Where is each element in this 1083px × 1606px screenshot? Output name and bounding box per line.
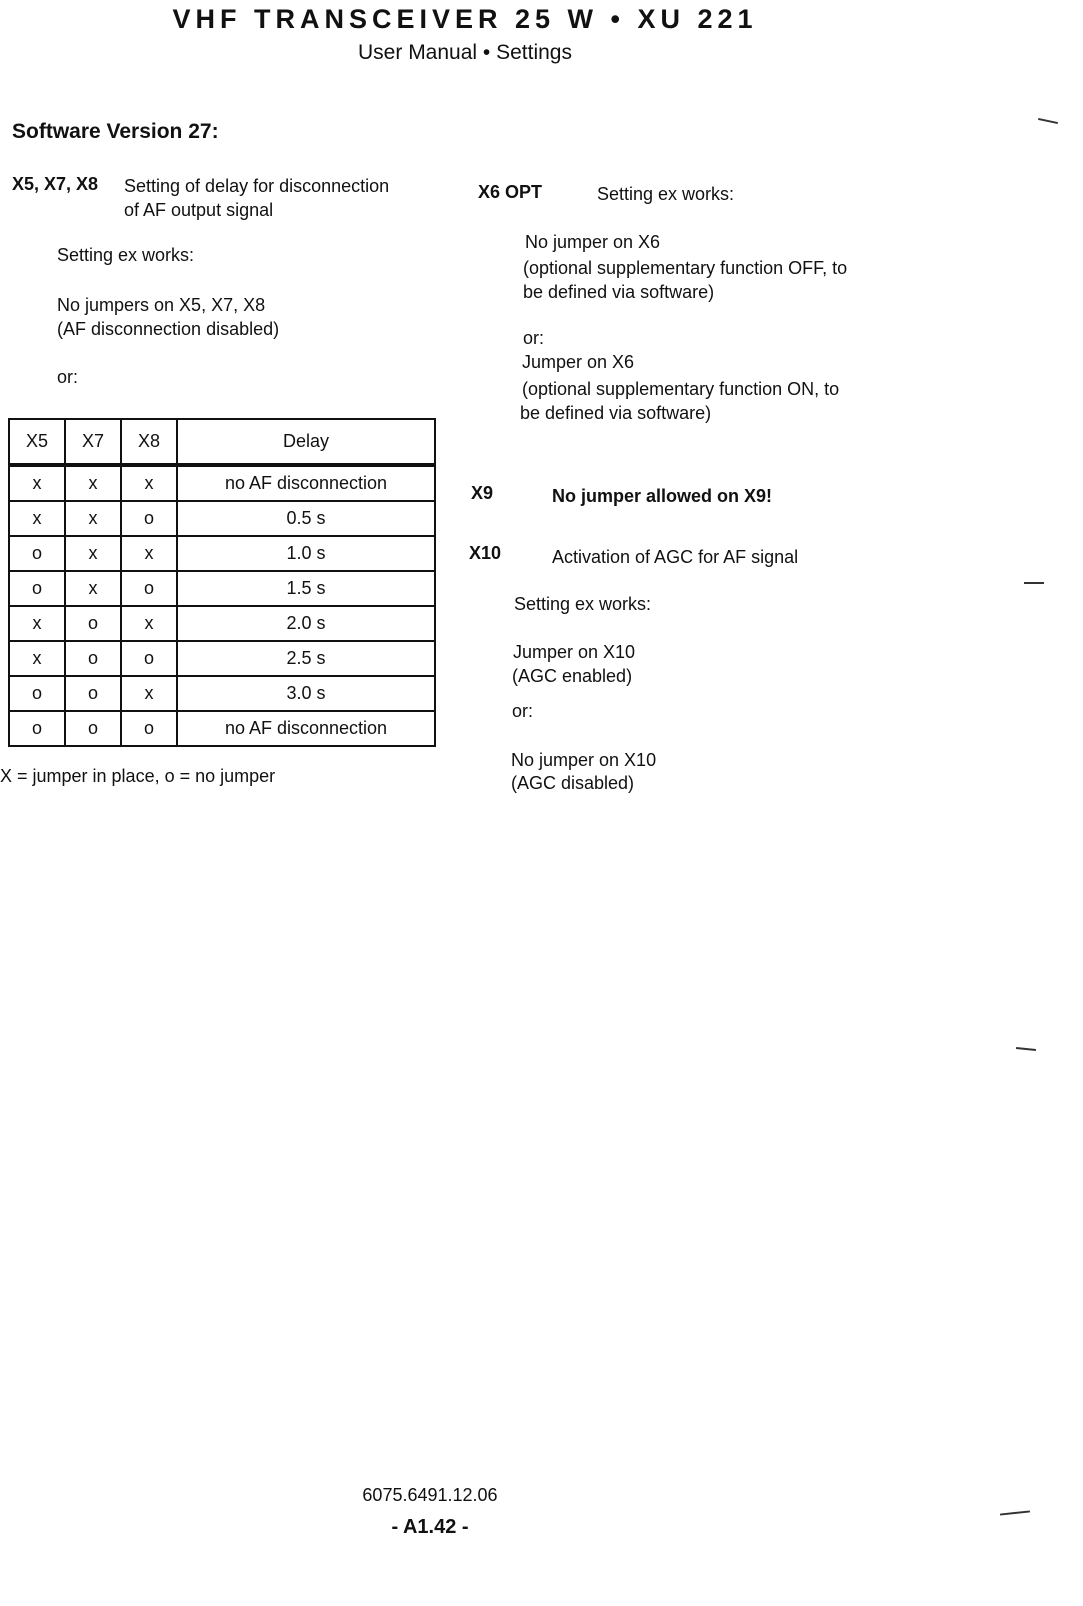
section-heading: Software Version 27: <box>12 120 219 143</box>
x6-or-label: or: <box>523 328 545 348</box>
x10-option1-line2: (AGC enabled) <box>512 666 633 686</box>
document-subtitle: User Manual • Settings <box>358 41 572 64</box>
table-cell-x5: o <box>9 676 65 711</box>
table-cell-delay: 2.0 s <box>177 606 435 641</box>
x9-description: No jumper allowed on X9! <box>552 486 773 506</box>
table-header-x8: X8 <box>121 419 177 465</box>
jumper-delay-table <box>8 418 436 747</box>
table-cell-x8: x <box>121 676 177 711</box>
table-row <box>9 571 435 606</box>
table-cell-delay: 3.0 s <box>177 676 435 711</box>
x10-ex-works-label: Setting ex works: <box>514 594 652 614</box>
table-cell-x8: x <box>121 465 177 501</box>
table-cell-x7: o <box>65 641 121 676</box>
table-row <box>9 606 435 641</box>
table-cell-x7: x <box>65 501 121 536</box>
document-title: VHF TRANSCEIVER 25 W • XU 221 <box>172 4 758 34</box>
table-cell-x7: o <box>65 711 121 746</box>
table-cell-x8: x <box>121 536 177 571</box>
x6-opt-label: X6 OPT <box>478 182 543 202</box>
table-cell-x5: x <box>9 465 65 501</box>
x5-x7-x8-description-line2: of AF output signal <box>124 200 274 220</box>
x10-option2-line2: (AGC disabled) <box>511 773 635 793</box>
scan-edge-mark <box>1000 1510 1030 1515</box>
table-cell-x7: o <box>65 606 121 641</box>
page-number: - A1.42 - <box>391 1516 469 1538</box>
x6-option1-line1: No jumper on X6 <box>525 232 661 252</box>
x5-x7-x8-description-line1: Setting of delay for disconnection <box>124 176 390 196</box>
table-cell-x5: o <box>9 536 65 571</box>
x6-option1-line3: be defined via software) <box>523 282 715 302</box>
table-row <box>9 711 435 746</box>
x5-x7-x8-or-label: or: <box>57 367 79 387</box>
x6-option2-line3: be defined via software) <box>520 403 712 423</box>
table-cell-x7: x <box>65 571 121 606</box>
table-cell-x5: o <box>9 571 65 606</box>
table-cell-x8: o <box>121 641 177 676</box>
x10-label: X10 <box>469 543 502 563</box>
x10-option1-line1: Jumper on X10 <box>513 642 636 662</box>
table-header-x7: X7 <box>65 419 121 465</box>
x9-label: X9 <box>471 483 494 503</box>
x6-option2-line2: (optional supplementary function ON, to <box>522 379 840 399</box>
table-header-row <box>9 419 435 465</box>
table-row <box>9 641 435 676</box>
table-cell-x8: o <box>121 711 177 746</box>
table-cell-x8: o <box>121 501 177 536</box>
table-cell-x8: x <box>121 606 177 641</box>
table-cell-delay: 1.5 s <box>177 571 435 606</box>
table-cell-x5: o <box>9 711 65 746</box>
table-cell-delay: no AF disconnection <box>177 465 435 501</box>
scan-edge-mark <box>1038 118 1058 124</box>
x5-x7-x8-ex-works-label: Setting ex works: <box>57 245 195 265</box>
table-cell-x7: x <box>65 465 121 501</box>
x10-option2-line1: No jumper on X10 <box>511 750 657 770</box>
table-header-delay: Delay <box>177 419 435 465</box>
x5-x7-x8-label: X5, X7, X8 <box>12 174 99 194</box>
x5-x7-x8-default-line1: No jumpers on X5, X7, X8 <box>57 295 266 315</box>
x10-or-label: or: <box>512 701 534 721</box>
table-cell-delay: 1.0 s <box>177 536 435 571</box>
document-number: 6075.6491.12.06 <box>362 1485 498 1505</box>
x5-x7-x8-default-line2: (AF disconnection disabled) <box>57 319 280 339</box>
table-header-x5: X5 <box>9 419 65 465</box>
x6-ex-works-label: Setting ex works: <box>597 184 735 204</box>
scan-edge-mark <box>1024 582 1044 584</box>
table-row <box>9 465 435 501</box>
scan-edge-mark <box>1016 1047 1036 1051</box>
table-cell-x7: x <box>65 536 121 571</box>
table-row <box>9 536 435 571</box>
table-row <box>9 501 435 536</box>
table-cell-x8: o <box>121 571 177 606</box>
table-cell-delay: 2.5 s <box>177 641 435 676</box>
table-row <box>9 676 435 711</box>
table-cell-delay: 0.5 s <box>177 501 435 536</box>
x6-option1-line2: (optional supplementary function OFF, to <box>523 258 848 278</box>
x10-description: Activation of AGC for AF signal <box>552 547 799 567</box>
table-cell-x7: o <box>65 676 121 711</box>
table-cell-delay: no AF disconnection <box>177 711 435 746</box>
table-cell-x5: x <box>9 606 65 641</box>
table-legend: X = jumper in place, o = no jumper <box>0 766 276 786</box>
x6-option2-line1: Jumper on X6 <box>522 352 635 372</box>
table-cell-x5: x <box>9 641 65 676</box>
table-cell-x5: x <box>9 501 65 536</box>
